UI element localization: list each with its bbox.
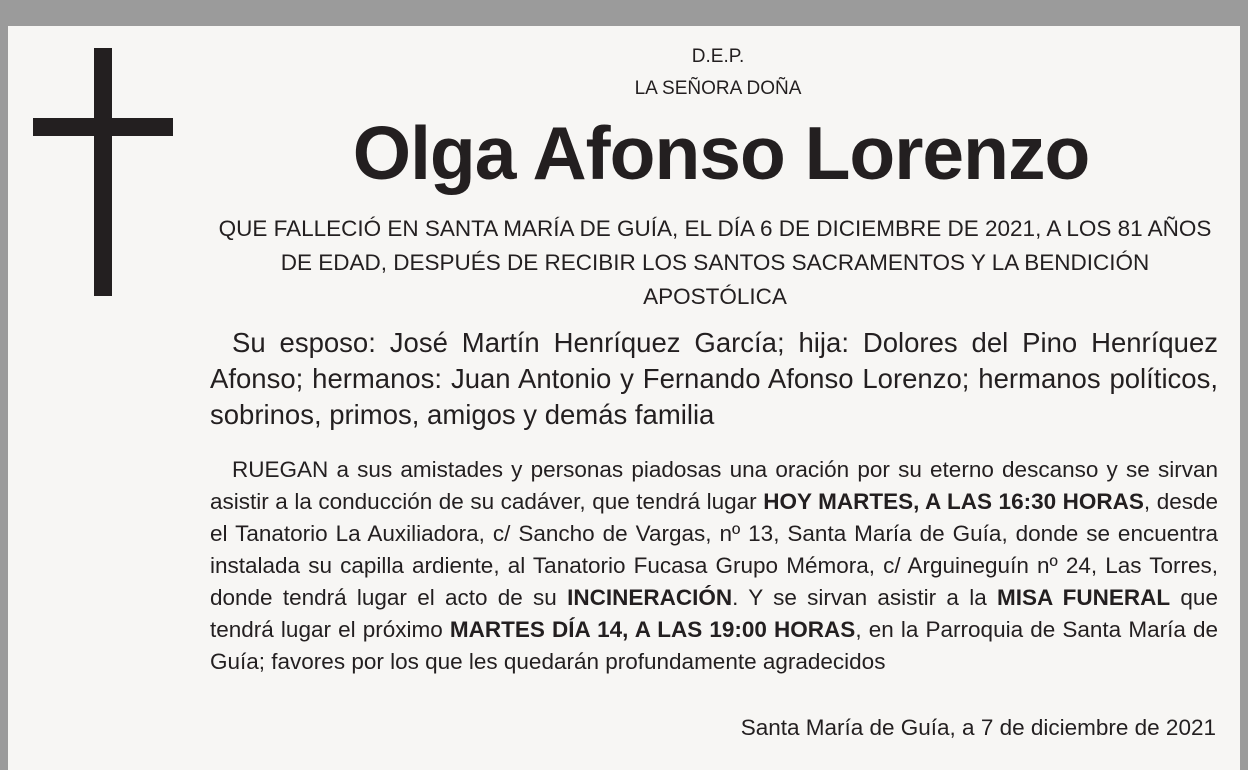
place-and-date: Santa María de Guía, a 7 de diciembre de 2021 [740, 715, 1216, 740]
request-text-1: RUEGAN a sus amistades y personas piadosas una oración por su eterno descanso y se sirvan asistir a la conducción de su cadáver, que tendrá lugar [210, 457, 1218, 514]
death-notice: QUE FALLECIÓ EN SANTA MARÍA DE GUÍA, EL DÍA 6 DE DICIEMBRE DE 2021, A LOS 81 AÑOS DE EDAD, DESPUÉS DE RECIBIR LOS SANTOS SACRAMENTOS Y LA BENDICIÓN APOSTÓLICA [218, 216, 1212, 309]
request-text-4: que tendrá lugar el próximo [210, 585, 1218, 642]
cross-vertical-bar [94, 48, 112, 296]
family-list: Su esposo: José Martín Henríquez García; hija: Dolores del Pino Henríquez Afonso; hermanos: Juan Antonio y Fernando Afonso Lorenzo; hermanos políticos, sobrinos, primos, amigos y demás familia [210, 327, 1218, 430]
request-text-3: . Y se sirvan asistir a la [732, 585, 997, 610]
funeral-mass-label: MISA FUNERAL [996, 585, 1171, 610]
request-text-2: , desde el Tanatorio La Auxiliadora, c/ Sancho de Vargas, nº 13, Santa María de Guía, donde se encuentra instalada su capilla ardiente, al Tanatorio Fucasa Grupo Mémora, c/ Arguineguín nº 24, Las Torres, donde tendrá lugar el acto de su [210, 489, 1218, 610]
cremation-label: INCINERACIÓN [567, 585, 733, 610]
cross-horizontal-bar [33, 118, 173, 136]
funeral-request [210, 454, 1218, 678]
request-text-5: , en la Parroquia de Santa María de Guía; favores por los que les quedarán profundamente agradecidos [210, 617, 1219, 674]
obituary-card [8, 26, 1240, 770]
honorific-line: LA SEÑORA DOÑA [634, 78, 802, 99]
departure-time: HOY MARTES, A LAS 16:30 HORAS [763, 489, 1144, 514]
mass-date-time: MARTES DÍA 14, A LAS 19:00 HORAS [449, 617, 856, 642]
deceased-name: Olga Afonso Lorenzo [352, 111, 1090, 195]
dep-heading: D.E.P. [691, 46, 745, 67]
